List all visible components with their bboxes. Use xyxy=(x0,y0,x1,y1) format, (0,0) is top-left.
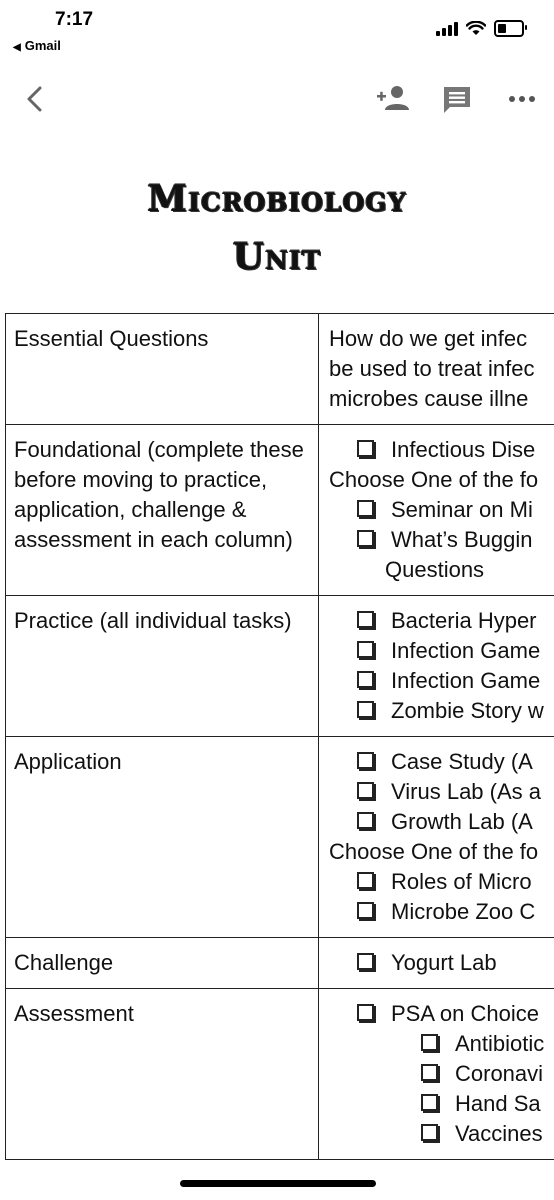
checklist-item[interactable] xyxy=(357,495,554,525)
checklist-item[interactable] xyxy=(357,696,554,726)
item-text: Microbe Zoo C xyxy=(391,899,536,924)
title-line-1: Microbiology xyxy=(147,178,407,220)
item-text: Questions xyxy=(385,557,485,582)
checklist-item[interactable] xyxy=(357,948,554,978)
item-text: Virus Lab (As a xyxy=(391,779,542,804)
row-label: Assessment xyxy=(6,989,319,1160)
choose-text: Choose One of the fo xyxy=(329,467,539,492)
checkbox-icon[interactable] xyxy=(357,872,374,889)
checklist-subitem[interactable] xyxy=(421,1029,554,1059)
checkbox-icon[interactable] xyxy=(357,902,374,919)
checkbox-icon[interactable] xyxy=(357,611,374,628)
checkbox-icon[interactable] xyxy=(421,1034,438,1051)
row-content xyxy=(319,938,554,989)
item-text: Hand Sa xyxy=(455,1091,541,1116)
table-row xyxy=(6,737,554,938)
checklist-item[interactable] xyxy=(357,867,554,897)
battery-icon xyxy=(494,20,524,37)
item-text: PSA on Choice xyxy=(391,1001,539,1026)
status-icons xyxy=(436,20,524,37)
item-text: Infection Game xyxy=(391,668,541,693)
checklist-item[interactable] xyxy=(357,897,554,927)
checklist-item[interactable] xyxy=(357,525,554,555)
back-triangle-icon: ◀ xyxy=(13,42,21,53)
item-text: Infectious Dise xyxy=(391,437,536,462)
table-row xyxy=(6,989,554,1160)
app-toolbar xyxy=(0,74,554,124)
back-to-app-link[interactable] xyxy=(13,38,61,53)
item-text: Roles of Micro xyxy=(391,869,532,894)
checklist-item[interactable] xyxy=(357,747,554,777)
content-line: microbes cause illne xyxy=(329,386,529,411)
checklist-item[interactable] xyxy=(357,435,554,465)
row-label: Application xyxy=(6,737,319,938)
row-label: Foundational (complete these before moving to practice, application, challenge & assessment in each column) xyxy=(6,425,319,596)
cellular-signal-icon xyxy=(436,22,458,36)
checkbox-icon[interactable] xyxy=(357,641,374,658)
checkbox-icon[interactable] xyxy=(421,1094,438,1111)
checkbox-icon[interactable] xyxy=(357,752,374,769)
row-content xyxy=(319,737,554,938)
item-text: Coronavi xyxy=(455,1061,544,1086)
document-title xyxy=(0,170,554,286)
status-bar xyxy=(0,0,554,62)
table-row xyxy=(6,596,554,737)
checklist-item[interactable] xyxy=(357,777,554,807)
checkbox-icon[interactable] xyxy=(421,1124,438,1141)
item-text: What’s Buggin xyxy=(391,527,533,552)
checkbox-icon[interactable] xyxy=(357,953,374,970)
checkbox-icon[interactable] xyxy=(357,782,374,799)
choose-text: Choose One of the fo xyxy=(329,839,539,864)
back-chevron-icon[interactable] xyxy=(18,82,52,116)
status-time: 7:17 xyxy=(55,9,94,30)
checkbox-icon[interactable] xyxy=(357,500,374,517)
checkbox-icon[interactable] xyxy=(357,440,374,457)
checklist-item[interactable] xyxy=(357,636,554,666)
row-content xyxy=(319,314,554,425)
item-text: Case Study (A xyxy=(391,749,533,774)
checklist-item[interactable] xyxy=(357,606,554,636)
checklist-subitem[interactable] xyxy=(421,1089,554,1119)
unit-table-container xyxy=(5,313,554,1160)
item-text: Vaccines xyxy=(455,1121,543,1146)
item-text: Yogurt Lab xyxy=(391,950,497,975)
item-text: Antibiotic xyxy=(455,1031,545,1056)
checklist-subitem[interactable] xyxy=(421,1059,554,1089)
add-person-icon[interactable] xyxy=(375,84,411,114)
checkbox-icon[interactable] xyxy=(357,1004,374,1021)
table-row xyxy=(6,425,554,596)
checklist-subitem[interactable] xyxy=(421,1119,554,1149)
item-text: Zombie Story w xyxy=(391,698,544,723)
item-text: Infection Game xyxy=(391,638,541,663)
checklist-item[interactable] xyxy=(357,999,554,1029)
checklist-item[interactable] xyxy=(357,666,554,696)
item-continuation xyxy=(385,555,554,585)
row-label: Challenge xyxy=(6,938,319,989)
title-line-2: Unit xyxy=(232,236,322,278)
checkbox-icon[interactable] xyxy=(421,1064,438,1081)
checkbox-icon[interactable] xyxy=(357,671,374,688)
content-line: How do we get infec xyxy=(329,326,528,351)
home-indicator[interactable] xyxy=(180,1180,376,1187)
content-line: be used to treat infec xyxy=(329,356,535,381)
row-content xyxy=(319,425,554,596)
more-options-icon[interactable] xyxy=(506,84,538,114)
item-text: Bacteria Hyper xyxy=(391,608,537,633)
comment-icon[interactable] xyxy=(441,84,473,116)
back-app-label: Gmail xyxy=(24,38,61,53)
row-label: Practice (all individual tasks) xyxy=(6,596,319,737)
checkbox-icon[interactable] xyxy=(357,530,374,547)
checklist-item[interactable] xyxy=(357,807,554,837)
row-label: Essential Questions xyxy=(6,314,319,425)
row-content xyxy=(319,596,554,737)
wifi-icon xyxy=(466,21,486,36)
row-content xyxy=(319,989,554,1160)
item-text: Seminar on Mi xyxy=(391,497,533,522)
unit-table xyxy=(5,313,554,1160)
table-row xyxy=(6,314,554,425)
table-row xyxy=(6,938,554,989)
item-text: Growth Lab (A xyxy=(391,809,533,834)
checkbox-icon[interactable] xyxy=(357,812,374,829)
checkbox-icon[interactable] xyxy=(357,701,374,718)
